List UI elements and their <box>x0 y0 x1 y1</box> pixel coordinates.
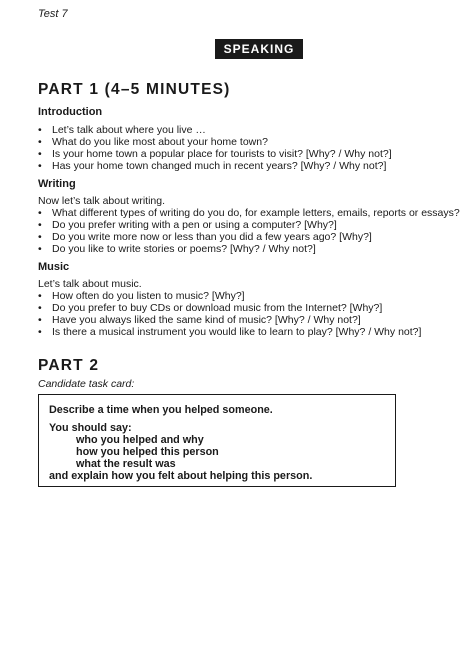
question-text: Do you prefer writing with a pen or using a computer? [Why?] <box>52 219 337 231</box>
bullet-icon: • <box>38 231 42 243</box>
list-item <box>38 314 421 326</box>
writing-heading: Writing <box>38 178 76 190</box>
task-card-point: what the result was <box>76 458 176 470</box>
list-item <box>38 124 392 136</box>
writing-list <box>38 207 460 255</box>
question-text: What different types of writing do you do, for example letters, emails, reports or essays? <box>52 207 460 219</box>
list-item <box>38 290 421 302</box>
question-text: Do you write more now or less than you did a few years ago? [Why?] <box>52 231 372 243</box>
list-item <box>38 243 460 255</box>
list-item <box>38 207 460 219</box>
list-item <box>38 160 392 172</box>
bullet-icon: • <box>38 136 42 148</box>
list-item <box>38 219 460 231</box>
introduction-heading: Introduction <box>38 106 103 118</box>
task-card <box>38 394 396 487</box>
question-text: Is your home town a popular place for tourists to visit? [Why? / Why not?] <box>52 148 392 160</box>
bullet-icon: • <box>38 302 42 314</box>
introduction-list <box>38 124 392 172</box>
question-text: Is there a musical instrument you would like to learn to play? [Why? / Why not?] <box>52 326 422 338</box>
music-lead: Let’s talk about music. <box>38 278 142 290</box>
part2-heading: PART 2 <box>38 357 100 374</box>
question-text: Let’s talk about where you live … <box>52 124 206 136</box>
music-heading: Music <box>38 261 70 273</box>
bullet-icon: • <box>38 314 42 326</box>
bullet-icon: • <box>38 219 42 231</box>
question-text: What do you like most about your home town? <box>52 136 268 148</box>
bullet-icon: • <box>38 148 42 160</box>
test-label: Test 7 <box>38 8 68 20</box>
list-item <box>38 148 392 160</box>
task-card-closing: and explain how you felt about helping this person. <box>49 470 313 482</box>
speaking-banner: SPEAKING <box>215 39 303 59</box>
task-card-point: how you helped this person <box>76 446 219 458</box>
list-item <box>38 326 421 338</box>
task-card-caption: Candidate task card: <box>38 378 135 390</box>
question-text: How often do you listen to music? [Why?] <box>52 290 245 302</box>
list-item <box>38 302 421 314</box>
part1-heading: PART 1 (4–5 MINUTES) <box>38 81 231 98</box>
task-card-point: who you helped and why <box>76 434 204 446</box>
question-text: Do you like to write stories or poems? [Why? / Why not?] <box>52 243 316 255</box>
list-item <box>38 231 460 243</box>
task-card-should-say: You should say: <box>49 422 132 434</box>
bullet-icon: • <box>38 290 42 302</box>
bullet-icon: • <box>38 243 42 255</box>
task-card-topic: Describe a time when you helped someone. <box>49 404 273 416</box>
question-text: Do you prefer to buy CDs or download music from the Internet? [Why?] <box>52 302 383 314</box>
list-item <box>38 136 392 148</box>
writing-lead: Now let’s talk about writing. <box>38 195 166 207</box>
music-list <box>38 290 421 338</box>
bullet-icon: • <box>38 160 42 172</box>
bullet-icon: • <box>38 326 42 338</box>
question-text: Has your home town changed much in recent years? [Why? / Why not?] <box>52 160 387 172</box>
question-text: Have you always liked the same kind of music? [Why? / Why not?] <box>52 314 361 326</box>
bullet-icon: • <box>38 207 42 219</box>
bullet-icon: • <box>38 124 42 136</box>
